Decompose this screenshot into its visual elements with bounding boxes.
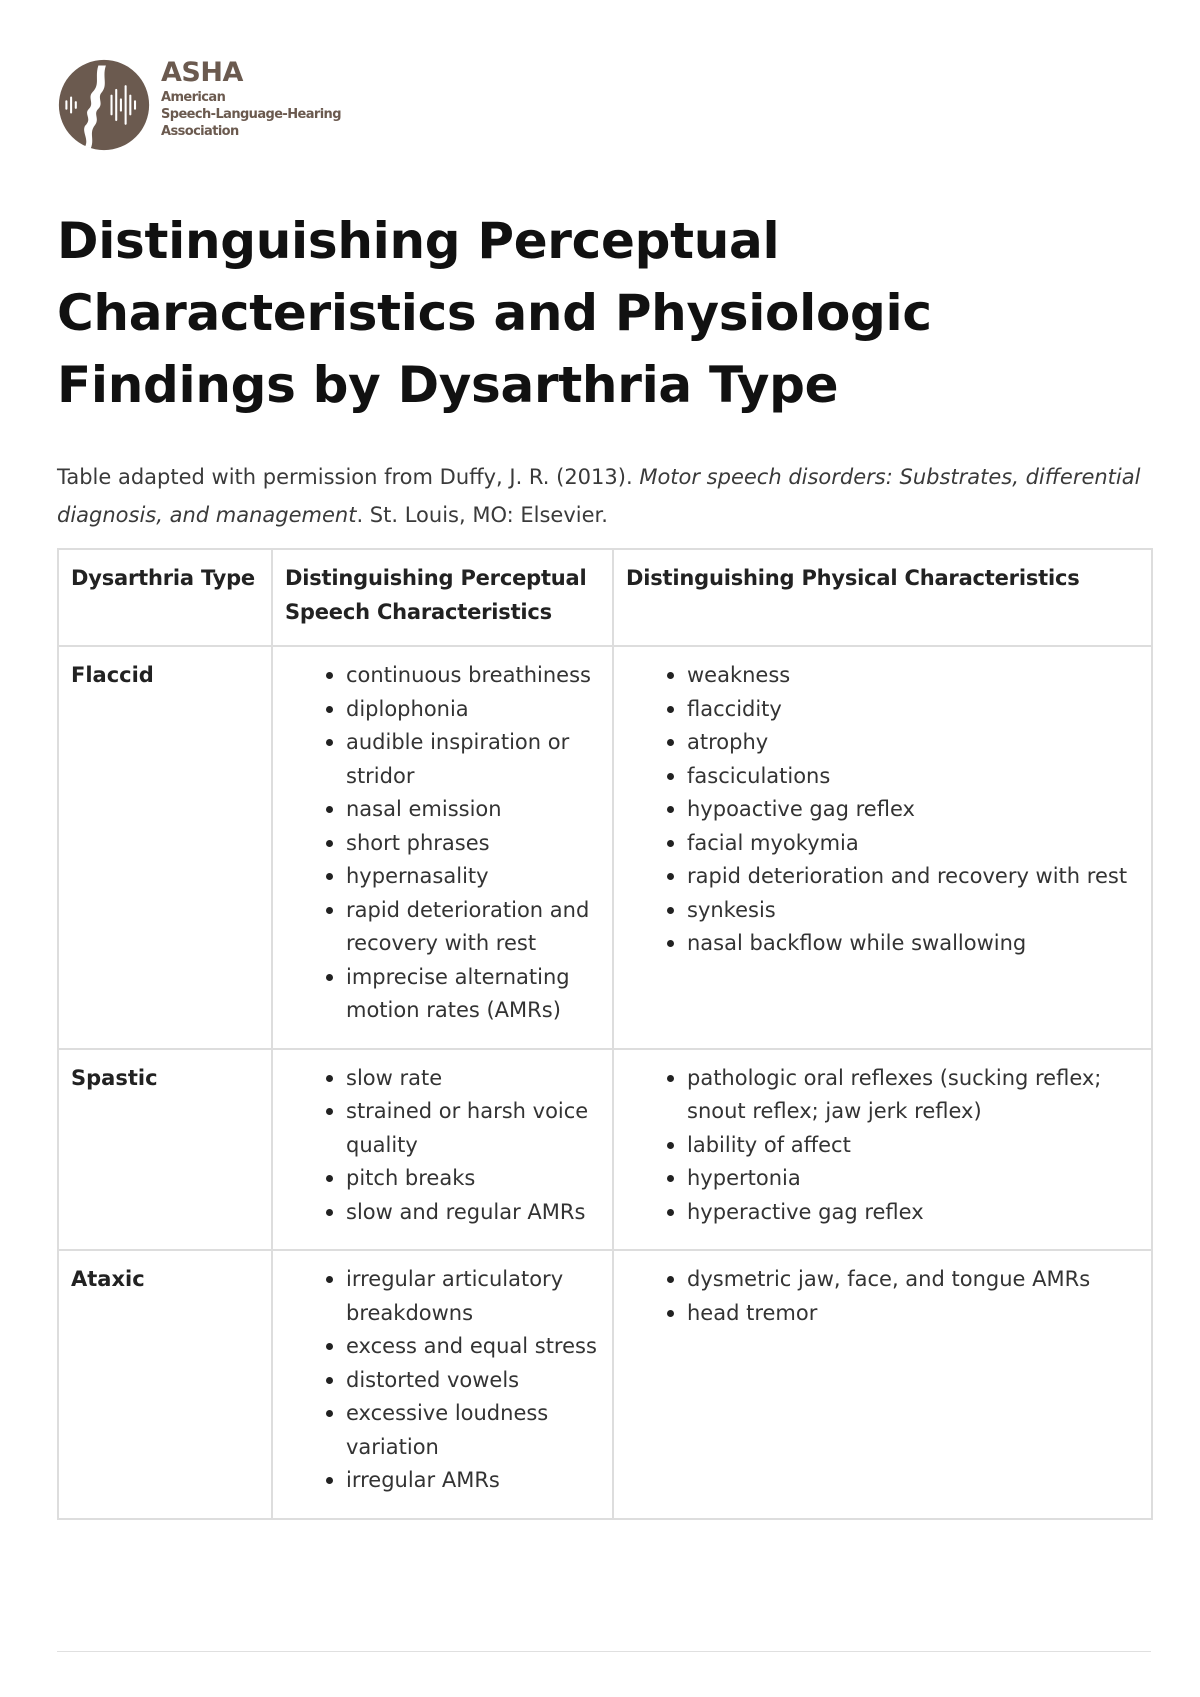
perceptual-list (285, 1062, 600, 1230)
list-item: fasciculations (674, 760, 1139, 794)
list-item: hyperactive gag reflex (674, 1196, 1139, 1230)
table-row-ataxic (58, 1250, 1152, 1519)
list-item: pathologic oral reflexes (sucking reflex; snout reflex; jaw jerk reflex) (674, 1062, 1139, 1129)
list-item: audible inspiration or stridor (333, 726, 600, 793)
physical-list (626, 659, 1139, 961)
list-item: weakness (674, 659, 1139, 693)
list-item: rapid deterioration and recovery with rest (674, 860, 1139, 894)
list-item: facial myokymia (674, 827, 1139, 861)
list-item: synkesis (674, 894, 1139, 928)
header-physical-characteristics: Distinguishing Physical Characteristics (613, 549, 1152, 646)
dysarthria-type-cell: Flaccid (58, 646, 272, 1049)
logo-line-3: Association (161, 123, 239, 139)
list-item: strained or harsh voice quality (333, 1095, 600, 1162)
logo-acronym: ASHA (161, 56, 243, 88)
citation-book-title: Motor speech disorders: Substrates, differential diagnosis, and management (57, 465, 1141, 527)
page-title: Distinguishing Perceptual Characteristics and Physiologic Findings by Dysarthria Type (57, 212, 932, 414)
list-item: pitch breaks (333, 1162, 600, 1196)
list-item: lability of affect (674, 1129, 1139, 1163)
list-item: atrophy (674, 726, 1139, 760)
citation-suffix: . St. Louis, MO: Elsevier. (356, 503, 608, 527)
list-item: dysmetric jaw, face, and tongue AMRs (674, 1263, 1139, 1297)
list-item: flaccidity (674, 693, 1139, 727)
perceptual-cell (272, 646, 613, 1049)
list-item: irregular AMRs (333, 1464, 600, 1498)
list-item: hypoactive gag reflex (674, 793, 1139, 827)
logo-line-1: American (161, 89, 226, 105)
perceptual-cell (272, 1250, 613, 1519)
dysarthria-table-container (57, 548, 1151, 1520)
asha-logo-wordmark (161, 56, 341, 140)
citation (57, 458, 1147, 534)
list-item: continuous breathiness (333, 659, 600, 693)
footer-divider (57, 1651, 1151, 1652)
citation-prefix: Table adapted with permission from Duffy, J. R. (2013). (57, 465, 633, 489)
dysarthria-type-cell: Ataxic (58, 1250, 272, 1519)
header-dysarthria-type: Dysarthria Type (58, 549, 272, 646)
list-item: excessive loudness variation (333, 1397, 600, 1464)
list-item: excess and equal stress (333, 1330, 600, 1364)
list-item: rapid deterioration and recovery with rest (333, 894, 600, 961)
header-perceptual-characteristics: Distinguishing Perceptual Speech Characteristics (272, 549, 613, 646)
table-row-flaccid (58, 646, 1152, 1049)
physical-cell (613, 646, 1152, 1049)
physical-cell (613, 1250, 1152, 1519)
list-item: nasal emission (333, 793, 600, 827)
list-item: diplophonia (333, 693, 600, 727)
list-item: hypertonia (674, 1162, 1139, 1196)
perceptual-cell (272, 1049, 613, 1251)
asha-logo-mark-icon (57, 58, 151, 152)
physical-cell (613, 1049, 1152, 1251)
list-item: hypernasality (333, 860, 600, 894)
table-header-row (58, 549, 1152, 646)
list-item: slow rate (333, 1062, 600, 1096)
list-item: distorted vowels (333, 1364, 600, 1398)
list-item: imprecise alternating motion rates (AMRs) (333, 961, 600, 1028)
list-item: short phrases (333, 827, 600, 861)
list-item: nasal backflow while swallowing (674, 927, 1139, 961)
perceptual-list (285, 1263, 600, 1498)
perceptual-list (285, 659, 600, 1028)
table-row-spastic (58, 1049, 1152, 1251)
dysarthria-table (57, 548, 1153, 1520)
physical-list (626, 1062, 1139, 1230)
list-item: head tremor (674, 1297, 1139, 1331)
logo-line-2: Speech-Language-Hearing (161, 106, 341, 122)
asha-logo[interactable] (57, 55, 357, 155)
list-item: irregular articulatory breakdowns (333, 1263, 600, 1330)
physical-list (626, 1263, 1139, 1330)
list-item: slow and regular AMRs (333, 1196, 600, 1230)
dysarthria-type-cell: Spastic (58, 1049, 272, 1251)
